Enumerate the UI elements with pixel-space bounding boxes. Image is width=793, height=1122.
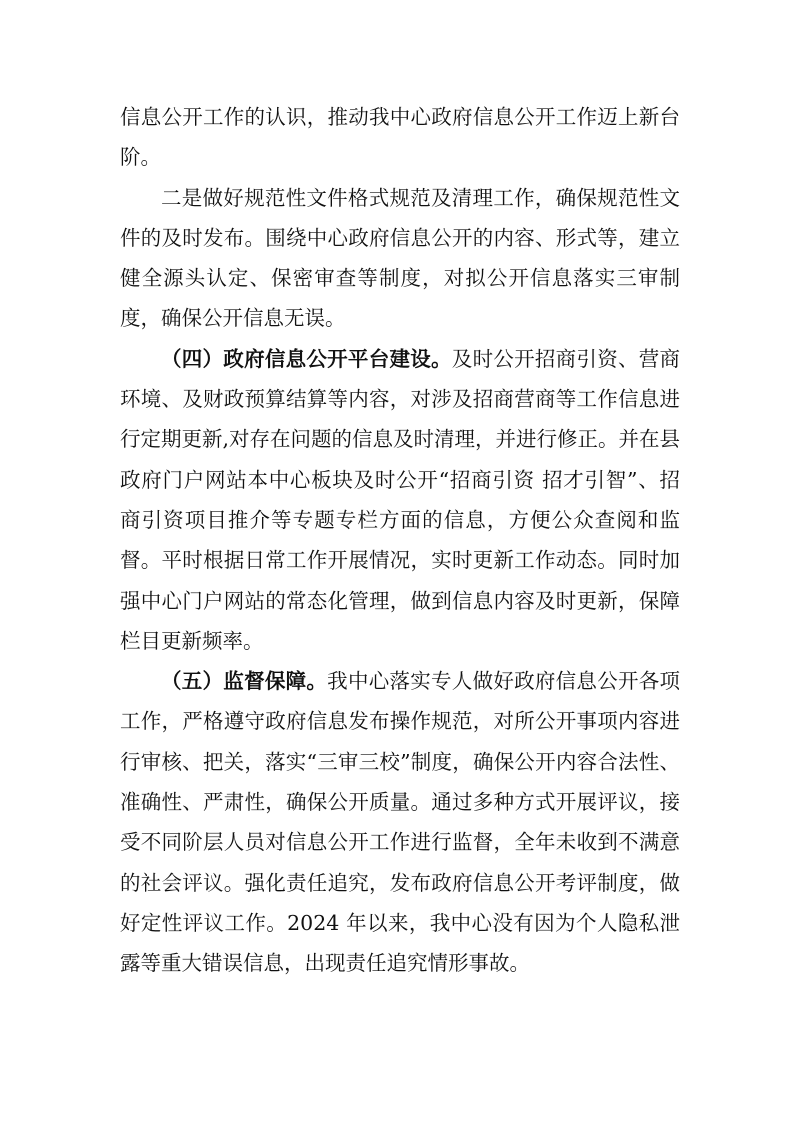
paragraph-platform-construction bbox=[120, 339, 680, 661]
paragraph-text: 我中心落实专人做好政府信息公开各项工作，严格遵守政府信息发布操作规范，对所公开事项内容进行审核、把关，落实“三审三校”制度，确保公开内容合法性、准确性、严肃性，确保公开质量。通过多种方式开展评议，接受不同阶层人员对信息公开工作进行监督，全年未收到不满意的社会评议。强化责任追究，发布政府信息公开考评制度，做好定性评议工作。2024 年以来，我中心没有因为个人隐私泄露等重大错误信息，出现责任追究情形事故。 bbox=[120, 669, 681, 976]
document-body bbox=[120, 97, 680, 984]
paragraph-continuation bbox=[120, 97, 680, 178]
paragraph-normative-documents bbox=[120, 178, 680, 339]
section-heading: （五）监督保障。 bbox=[161, 669, 328, 694]
paragraph-text: 信息公开工作的认识，推动我中心政府信息公开工作迈上新台阶。 bbox=[120, 105, 680, 170]
section-heading: （四）政府信息公开平台建设。 bbox=[161, 346, 452, 371]
paragraph-supervision bbox=[120, 661, 680, 983]
paragraph-text: 二是做好规范性文件格式规范及清理工作，确保规范性文件的及时发布。围绕中心政府信息公开的内容、形式等，建立健全源头认定、保密审查等制度，对拟公开信息落实三审制度，确保公开信息无误。 bbox=[120, 185, 680, 331]
paragraph-text: 及时公开招商引资、营商环境、及财政预算结算等内容，对涉及招商营商等工作信息进行定期更新,对存在问题的信息及时清理，并进行修正。并在县政府门户网站本中心板块及时公开“招商引资 招才引智”、招商引资项目推介等专题专栏方面的信息，方便公众查阅和监督。平时根据日常工作开展情况，实时更新工作动态。同时加强中心门户网站的常态化管理，做到信息内容及时更新，保障栏目更新频率。 bbox=[120, 346, 681, 653]
